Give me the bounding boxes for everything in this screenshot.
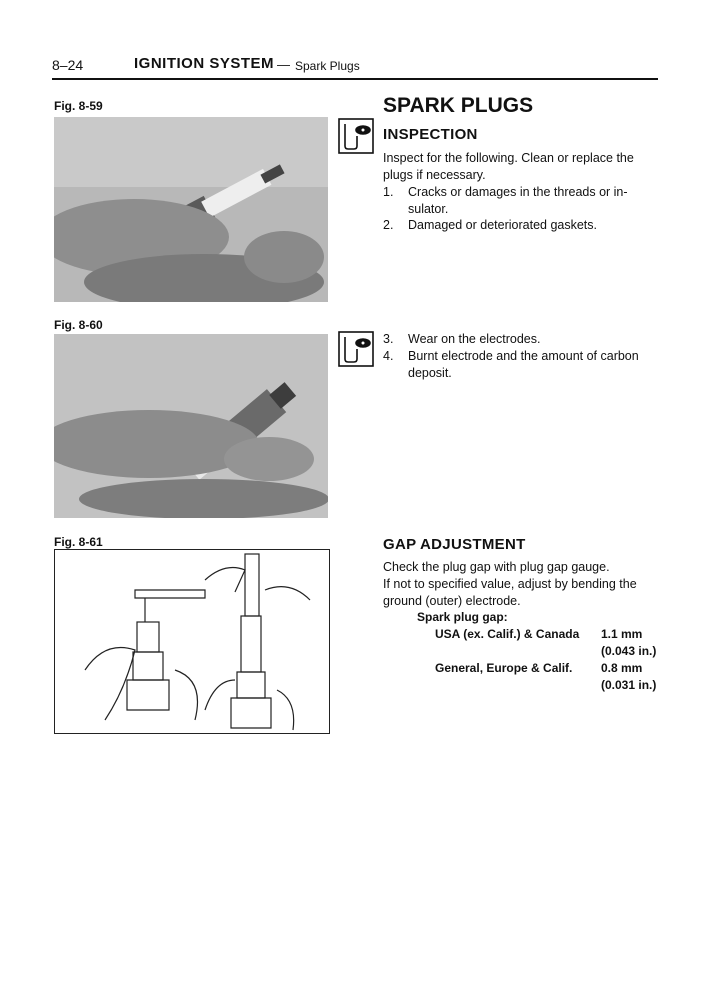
gap-line-2: If not to specified value, adjust by bending the: [383, 577, 637, 591]
inspection-heading: INSPECTION: [383, 126, 478, 143]
item-number: 2.: [383, 218, 394, 232]
fig-8-61-label: Fig. 8-61: [54, 535, 103, 549]
spec-row-2-inch: (0.031 in.): [601, 678, 657, 692]
page-number: 8–24: [52, 57, 84, 73]
item-text: Wear on the electrodes.: [408, 332, 541, 346]
item-number: 3.: [383, 332, 394, 346]
fig-8-59-label: Fig. 8-59: [54, 99, 103, 113]
inspection-item-2: [383, 217, 658, 234]
inspect-eye-icon: [338, 118, 374, 154]
item-text: Burnt electrode and the amount of carbon: [408, 349, 639, 363]
inspection-intro-line2: plugs if necessary.: [383, 168, 486, 182]
inspection-intro-line1: Inspect for the following. Clean or replace the: [383, 151, 634, 165]
fig-8-60-label: Fig. 8-60: [54, 318, 103, 332]
inspect-eye-icon: [338, 331, 374, 367]
gap-adjustment-heading: GAP ADJUSTMENT: [383, 536, 526, 553]
spec-row-1-inch: (0.043 in.): [601, 644, 657, 658]
inspection-item-4-cont: deposit.: [408, 366, 452, 380]
item-number: 1.: [383, 185, 394, 199]
item-text: Cracks or damages in the threads or in-: [408, 185, 628, 199]
chapter-title: IGNITION SYSTEM: [134, 55, 275, 72]
chapter-subtitle: Spark Plugs: [295, 59, 360, 73]
section-title: SPARK PLUGS: [383, 94, 534, 117]
header-rule: [52, 78, 658, 80]
spec-row-2-mm: 0.8 mm: [601, 661, 643, 675]
spec-title: Spark plug gap:: [417, 610, 508, 624]
spec-row-1-label: USA (ex. Calif.) & Canada: [435, 627, 580, 641]
header-dash: —: [277, 57, 290, 72]
fig-8-59-photo: [54, 117, 328, 302]
spec-row-2-label: General, Europe & Calif.: [435, 661, 573, 675]
fig-8-60-photo: [54, 334, 328, 518]
fig-8-61-drawing: [54, 549, 330, 734]
inspection-item-1-cont: sulator.: [408, 202, 449, 216]
inspection-item-4: [383, 348, 658, 365]
gap-line-1: Check the plug gap with plug gap gauge.: [383, 560, 610, 574]
inspection-item-3: [383, 331, 658, 348]
gap-line-3: ground (outer) electrode.: [383, 594, 521, 608]
spec-row-1-mm: 1.1 mm: [601, 627, 643, 641]
item-number: 4.: [383, 349, 394, 363]
item-text: Damaged or deteriorated gaskets.: [408, 218, 597, 232]
